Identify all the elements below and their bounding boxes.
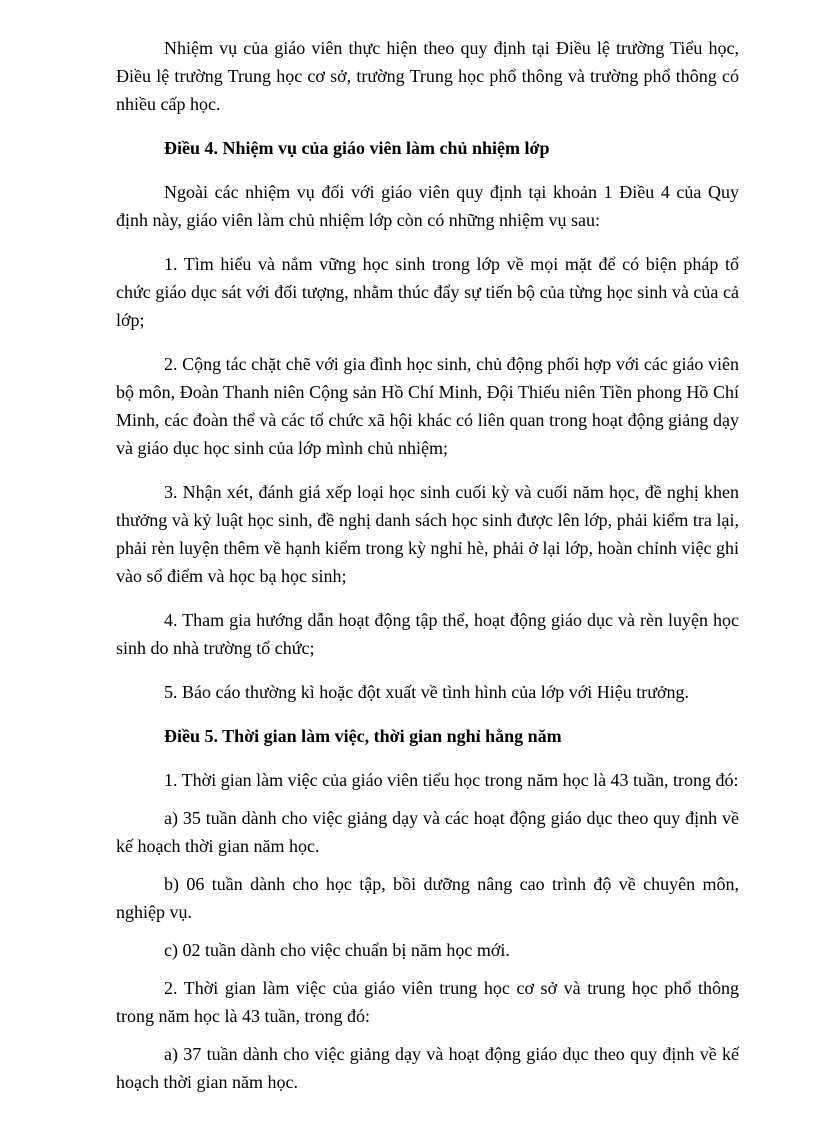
article-4-heading: Điều 4. Nhiệm vụ của giáo viên làm chủ nhiệm lớp	[164, 138, 550, 158]
article-4-item-3: 3. Nhận xét, đánh giá xếp loại học sinh cuối kỳ và cuối năm học, đề nghị khen thưởng và kỷ luật học sinh, đề nghị danh sách học sinh được lên lớp, phải kiểm tra lại, phải rèn luyện thêm về hạnh kiểm trong kỳ nghỉ hè, phải ở lại lớp, hoàn chỉnh việc ghi vào sổ điểm và học bạ học sinh;	[116, 482, 739, 586]
document-page	[116, 34, 739, 1106]
article-5-item-1: 1. Thời gian làm việc của giáo viên tiểu học trong năm học là 43 tuần, trong đó:	[164, 770, 739, 790]
article-5-heading: Điều 5. Thời gian làm việc, thời gian nghỉ hằng năm	[164, 726, 562, 746]
article-5-item-1-c: c) 02 tuần dành cho việc chuẩn bị năm học mới.	[164, 940, 510, 960]
article-5-item-1-a: a) 35 tuần dành cho việc giảng dạy và các hoạt động giáo dục theo quy định về kế hoạch thời gian năm học.	[116, 808, 739, 856]
paragraph-intro: Nhiệm vụ của giáo viên thực hiện theo quy định tại Điều lệ trường Tiểu học, Điều lệ trường Trung học cơ sở, trường Trung học phổ thông và trường phổ thông có nhiều cấp học.	[116, 38, 739, 114]
article-5-item-2-a: a) 37 tuần dành cho việc giảng dạy và hoạt động giáo dục theo quy định về kế hoạch thời gian năm học.	[116, 1044, 739, 1092]
article-4-item-1: 1. Tìm hiểu và nắm vững học sinh trong lớp về mọi mặt để có biện pháp tổ chức giáo dục sát với đối tượng, nhằm thúc đẩy sự tiến bộ của từng học sinh và của cả lớp;	[116, 254, 739, 330]
article-4-item-2: 2. Cộng tác chặt chẽ với gia đình học sinh, chủ động phối hợp với các giáo viên bộ môn, Đoàn Thanh niên Cộng sản Hồ Chí Minh, Đội Thiếu niên Tiền phong Hồ Chí Minh, các đoàn thể và các tổ chức xã hội khác có liên quan trong hoạt động giảng dạy và giáo dục học sinh của lớp mình chủ nhiệm;	[116, 354, 739, 458]
article-4-item-4: 4. Tham gia hướng dẫn hoạt động tập thể, hoạt động giáo dục và rèn luyện học sinh do nhà trường tổ chức;	[116, 610, 739, 658]
article-5-item-1-b: b) 06 tuần dành cho học tập, bồi dưỡng nâng cao trình độ về chuyên môn, nghiệp vụ.	[116, 874, 739, 922]
article-4-intro: Ngoài các nhiệm vụ đối với giáo viên quy định tại khoản 1 Điều 4 của Quy định này, giáo viên làm chủ nhiệm lớp còn có những nhiệm vụ sau:	[116, 182, 739, 230]
article-5-item-2: 2. Thời gian làm việc của giáo viên trung học cơ sở và trung học phổ thông trong năm học là 43 tuần, trong đó:	[116, 978, 739, 1026]
article-4-item-5: 5. Báo cáo thường kì hoặc đột xuất về tình hình của lớp với Hiệu trưởng.	[164, 682, 689, 702]
